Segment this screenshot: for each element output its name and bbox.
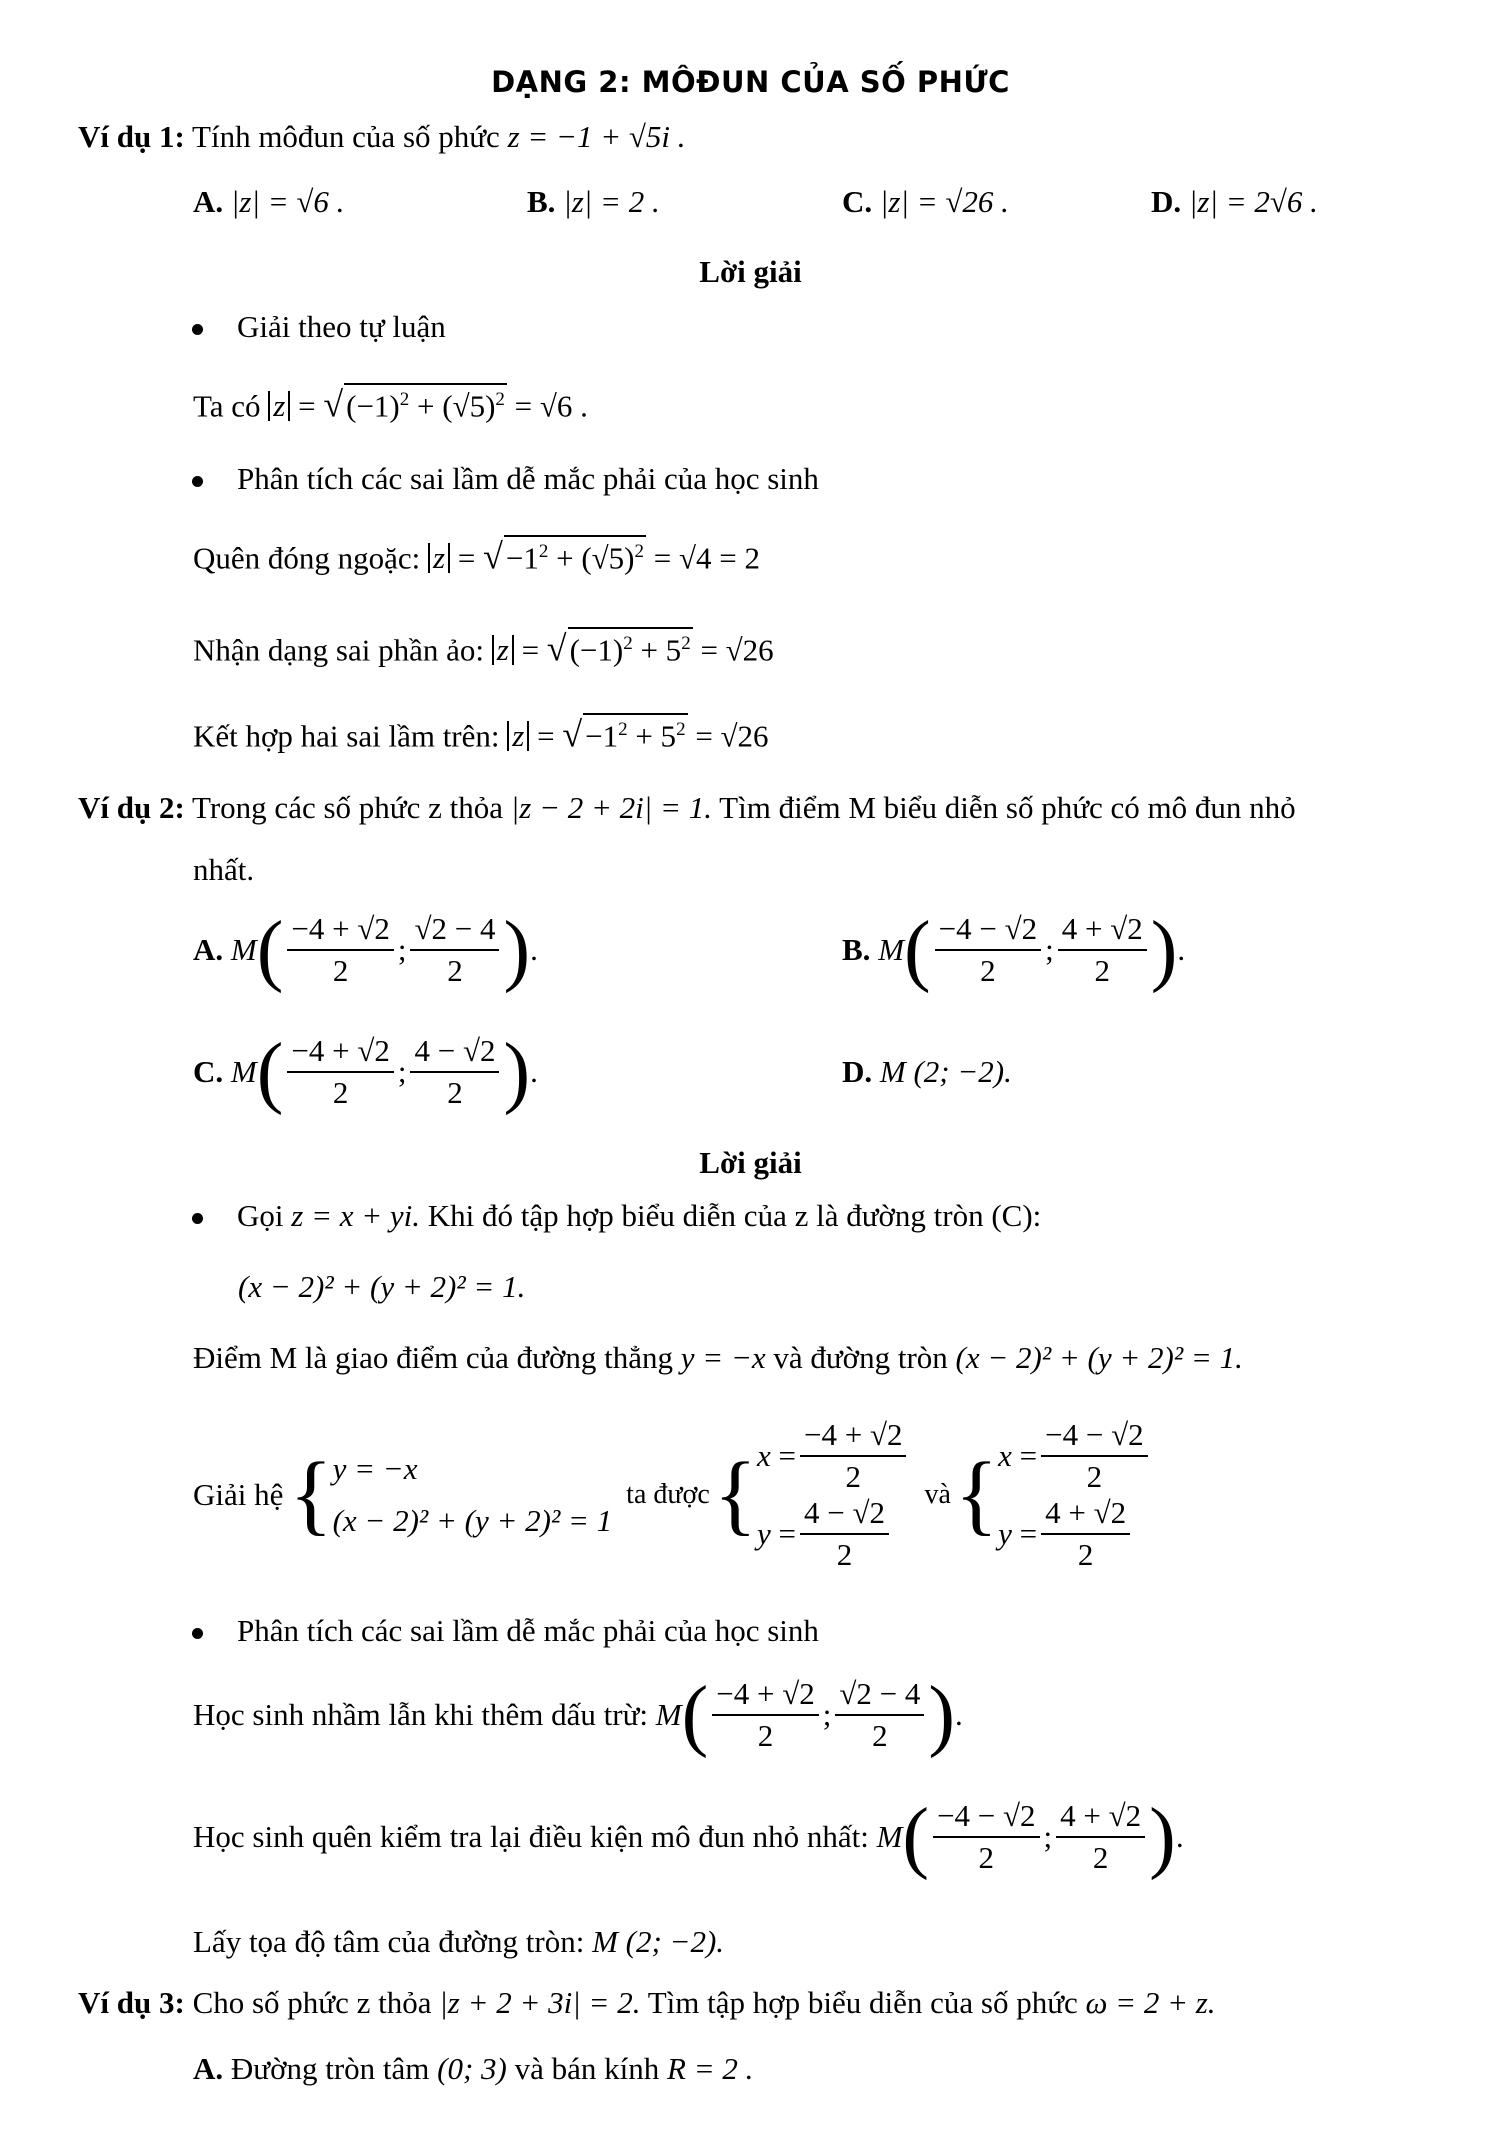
modulus-z: z	[492, 635, 514, 665]
option-letter: D.	[1151, 184, 1182, 219]
formula-intro: Ta có	[193, 388, 261, 424]
bullet-text: Phân tích các sai lầm dễ mắc phải của học sinh	[237, 1613, 819, 1648]
option-letter: C.	[842, 184, 873, 219]
bullet-mistakes-2	[192, 1611, 819, 1651]
system-label: Giải hệ	[193, 1477, 284, 1512]
fraction-y: $\frac{4 - √2}{2}$	[410, 1033, 499, 1111]
example-2-label: Ví dụ 2:	[78, 790, 185, 825]
left-brace-icon: {	[713, 1445, 757, 1544]
page-title: DẠNG 2: MÔĐUN CỦA SỐ PHỨC	[491, 65, 1010, 99]
mistake-result: = √4 = 2	[653, 540, 760, 576]
radicand: $(-1)^2 + 5^2$	[568, 627, 693, 665]
equation-system: y = −x (x − 2)² + (y + 2)² = 1	[332, 1451, 613, 1538]
radicand: $-1^2 + (√5)^2$	[504, 535, 646, 573]
formula-result: = √6 .	[514, 388, 588, 424]
ex1-option-c[interactable]	[842, 182, 1009, 222]
example-2-condition: |z − 2 + 2i| = 1.	[510, 790, 712, 825]
mistake-3: Kết hợp hai sai lầm trên: $z = √-1^2 + 5^2 = √26$	[193, 714, 769, 755]
option-letter: B.	[527, 184, 556, 219]
option-letter: A.	[193, 184, 224, 219]
example-3-label: Ví dụ 3:	[78, 1985, 185, 2020]
ex2-option-b[interactable]: B. M ( $\frac{-4 - √2}{2}$ ; $\frac{4 + √2}{2}$ ) .	[842, 906, 1186, 994]
ex2-option-a[interactable]: A. M ( $\frac{-4 + √2}{2}$ ; $\frac{√2 - 4}{2}$ ) .	[193, 906, 538, 994]
connector-text: ta được	[626, 1479, 710, 1510]
bullet-icon	[192, 1213, 203, 1224]
radicand: $-1^2 + 5^2$	[583, 713, 687, 751]
bullet-essay	[192, 307, 446, 347]
option-letter: B.	[842, 932, 871, 967]
bullet-text: Giải theo tự luận	[237, 309, 446, 344]
left-brace-icon: {	[289, 1445, 333, 1544]
option-letter: C.	[193, 1054, 224, 1089]
ex3-option-a[interactable]: A. Đường tròn tâm (0; 3) và bán kính R = 2 .	[193, 2051, 754, 2086]
modulus-z: z	[268, 391, 290, 421]
solution-heading-2: Lời giải	[699, 1145, 802, 1180]
bullet-mistakes	[192, 459, 819, 499]
option-letter: D.	[842, 1054, 873, 1089]
ex2-option-d[interactable]	[842, 1052, 1012, 1092]
ex1-formula: Ta có $z = √(-1)^2 + (√5)^2 = √6$ .	[193, 384, 588, 425]
solution-heading-1: Lời giải	[699, 254, 802, 289]
ex2-error-2: Học sinh quên kiểm tra lại điều kiện mô đun nhỏ nhất: M ( $\frac{-4 - √2}{2}$ ; $\frac{4 + √2}{2}$ ) .	[193, 1793, 1184, 1881]
fraction-x: $\frac{-4 + √2}{2}$	[287, 911, 393, 989]
ex1-option-d[interactable]	[1151, 182, 1318, 222]
ex2-error-3: Lấy tọa độ tâm của đường tròn: M (2; −2).	[193, 1924, 725, 1959]
example-1-label: Ví dụ 1:	[78, 119, 185, 154]
radical-icon: √	[546, 628, 567, 669]
mistake-result: = √26	[700, 632, 774, 668]
modulus-z: z	[428, 543, 450, 573]
mistake-label: Kết hợp hai sai lầm trên:	[193, 718, 500, 754]
mistake-1: Quên đóng ngoặc: $z = √-1^2 + (√5)^2 = √4 = 2$	[193, 536, 760, 577]
option-text: |z| = 2√6 .	[1188, 184, 1318, 219]
fraction-y: $\frac{√2 - 4}{2}$	[410, 911, 499, 989]
example-2-prompt-c: nhất.	[193, 852, 255, 887]
mistake-result: = √26	[695, 718, 769, 754]
mistake-label: Quên đóng ngoặc:	[193, 540, 421, 576]
bullet-icon	[192, 1628, 203, 1639]
radical-icon: √	[323, 384, 344, 425]
modulus-z: z	[507, 721, 529, 751]
radical-icon: √	[483, 536, 503, 577]
bullet-icon	[192, 324, 203, 335]
ex2-step-2: Điểm M là giao điểm của đường thẳng y = −x và đường tròn (x − 2)² + (y + 2)² = 1.	[193, 1340, 1243, 1375]
solution-2: x = $\frac{-4 - √2}{2}$ y = $\frac{4 + √2}{2}$	[998, 1417, 1151, 1573]
example-3-question: Ví dụ 3: Cho số phức z thỏa |z + 2 + 3i| = 2. Tìm tập hợp biểu diễn của số phức ω = 2 + z.	[78, 1985, 1216, 2020]
ex2-error-1: Học sinh nhầm lẫn khi thêm dấu trừ: M ( $\frac{-4 + √2}{2}$ ; $\frac{√2 - 4}{2}$ ) .	[193, 1671, 963, 1759]
connector-text: và	[924, 1479, 951, 1510]
option-letter: A.	[193, 932, 224, 967]
example-2-prompt: Trong các số phức z thỏa	[192, 790, 503, 825]
example-1-expression: z = −1 + √5i .	[507, 119, 686, 154]
example-1-question	[78, 117, 686, 157]
fraction-x: $\frac{-4 + √2}{2}$	[287, 1033, 393, 1111]
example-1-prompt: Tính môđun của số phức	[192, 119, 500, 154]
system-solution	[193, 1405, 1152, 1585]
example-2-question	[78, 788, 1296, 828]
option-text: M (2; −2).	[879, 1054, 1012, 1089]
radical-icon: √	[562, 714, 583, 755]
option-letter: A.	[193, 2051, 224, 2086]
example-2-prompt-b: Tìm điểm M biểu diễn số phức có mô đun nhỏ	[719, 790, 1296, 825]
bullet-icon	[192, 476, 203, 487]
mistake-label: Nhận dạng sai phần ảo:	[193, 632, 484, 668]
radicand: $(-1)^2 + (√5)^2$	[344, 383, 507, 421]
option-text: |z| = 2 .	[563, 184, 660, 219]
ex1-option-b[interactable]	[527, 182, 660, 222]
ex2-step-1: Gọi z = x + yi. Khi đó tập hợp biểu diễn của z là đường tròn (C):	[192, 1196, 1041, 1236]
fraction-x: $\frac{-4 - √2}{2}$	[935, 911, 1041, 989]
solution-1: x = $\frac{-4 + √2}{2}$ y = $\frac{4 - √2}{2}$	[757, 1417, 910, 1573]
bullet-text: Phân tích các sai lầm dễ mắc phải của học sinh	[237, 461, 819, 496]
option-text: |z| = √26 .	[879, 184, 1009, 219]
mistake-2: Nhận dạng sai phần ảo: $z = √(-1)^2 + 5^2 = √26$	[193, 628, 774, 669]
option-text: |z| = √6 .	[230, 184, 345, 219]
ex1-option-a[interactable]	[193, 182, 344, 222]
fraction-y: $\frac{4 + √2}{2}$	[1058, 911, 1147, 989]
ex2-option-c[interactable]: C. M ( $\frac{-4 + √2}{2}$ ; $\frac{4 - √2}{2}$ ) .	[193, 1028, 538, 1116]
circle-equation: (x − 2)² + (y + 2)² = 1.	[238, 1269, 526, 1304]
left-brace-icon: {	[954, 1445, 999, 1544]
